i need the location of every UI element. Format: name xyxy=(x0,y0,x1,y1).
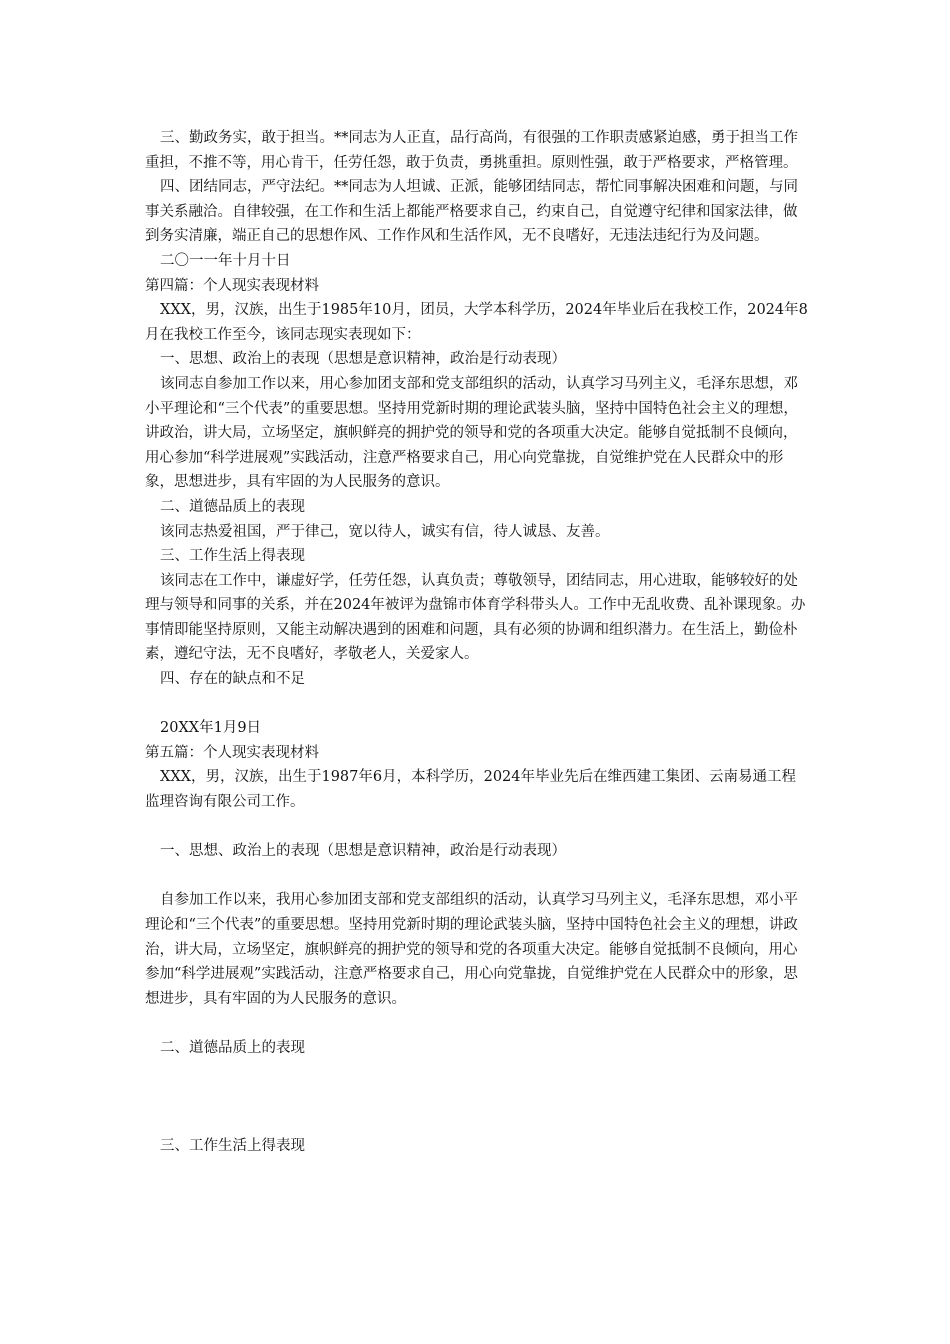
section5-heading-1: 一、思想、政治上的表现（思想是意识精神，政治是行动表现） xyxy=(160,843,566,860)
section-title-5: 第五篇：个人现实表现材料 xyxy=(145,744,319,761)
section5-intro: XXX，男，汉族，出生于1987年6月，本科学历，2024年毕业先后在维西建工集团、云南易通工程监理咨询有限公司工作。 xyxy=(145,769,796,811)
section4-body-1: 该同志自参加工作以来，用心参加团支部和党支部组织的活动，认真学习马列主义，毛泽东思想，邓小平理论和“三个代表”的重要思想。坚持用党新时期的理论武装头脑，坚持中国特色社会主义的理想，讲政治，讲大局，立场坚定，旗帜鲜亮的拥护党的领导和党的各项重大决定。能够自觉抵制不良倾向，用心参加“科学进展观”实践活动，注意严格要求自己，用心向党靠拢，自觉维护党在人民群众中的形象，思想进步，具有牢固的为人民服务的意识。 xyxy=(145,375,798,491)
blank-line xyxy=(145,815,810,840)
date-line-2: 20XX年1月9日 xyxy=(160,720,262,737)
date-line-1: 二〇一一年十月十日 xyxy=(160,252,291,269)
paragraph-diligence: 三、勤政务实，敢于担当。**同志为人正直，品行高尚，有很强的工作职责感紧迫感，勇于担当工作重担，不推不等，用心肯干，任劳任怨，敢于负责，勇挑重担。原则性强，敢于严格要求，严格管理。 xyxy=(145,130,798,171)
section4-heading-2: 二、道德品质上的表现 xyxy=(160,498,305,515)
section4-body-3: 该同志在工作中，谦虚好学，任劳任怨，认真负责；尊敬领导，团结同志，用心进取，能够较好的处理与领导和同事的关系，并在2024年被评为盘锦市体育学科带头人。工作中无乱收费、乱补课现象。办事情即能坚持原则，又能主动解决遇到的困难和问题，具有必须的协调和组织潜力。在生活上，勤俭朴素，遵纪守法，无不良嗜好，孝敬老人，关爱家人。 xyxy=(145,572,806,663)
section4-heading-3: 三、工作生活上得表现 xyxy=(160,548,305,565)
section5-heading-3: 三、工作生活上得表现 xyxy=(160,1138,305,1155)
section-title-4: 第四篇：个人现实表现材料 xyxy=(145,277,319,294)
document-body xyxy=(145,126,810,1159)
blank-lines xyxy=(145,1061,810,1110)
section5-body-1: 自参加工作以来，我用心参加团支部和党支部组织的活动，认真学习马列主义，毛泽东思想，邓小平理论和“三个代表”的重要思想。坚持用党新时期的理论武装头脑，坚持中国特色社会主义的理想，讲政治，讲大局，立场坚定，旗帜鲜亮的拥护党的领导和党的各项重大决定。能够自觉抵制不良倾向，用心参加“科学进展观”实践活动，注意严格要求自己，用心向党靠拢，自觉维护党在人民群众中的形象，思想进步，具有牢固的为人民服务的意识。 xyxy=(145,892,798,1007)
section5-heading-2: 二、道德品质上的表现 xyxy=(160,1039,305,1056)
paragraph-unity: 四、团结同志，严守法纪。**同志为人坦诚、正派，能够团结同志，帮忙同事解决困难和问题，与同事关系融洽。自律较强，在工作和生活上都能严格要求自己，约束自己，自觉遵守纪律和国家法律，做到务实清廉，端正自己的思想作风、工作作风和生活作风，无不良嗜好，无违法违纪行为及问题。 xyxy=(145,179,798,245)
section4-body-2: 该同志热爱祖国，严于律己，宽以待人，诚实有信，待人诚恳、友善。 xyxy=(160,523,610,540)
blank-line xyxy=(145,1110,810,1135)
section4-heading-4: 四、存在的缺点和不足 xyxy=(160,671,305,688)
section4-intro: XXX，男，汉族，出生于1985年10月，团员，大学本科学历，2024年毕业后在我校工作，2024年8月在我校工作至今，该同志现实表现如下： xyxy=(145,302,808,343)
blank-line xyxy=(145,864,810,889)
blank-line xyxy=(145,1011,810,1036)
section4-heading-1: 一、思想、政治上的表现（思想是意识精神，政治是行动表现） xyxy=(160,351,566,368)
blank-line xyxy=(145,692,810,717)
